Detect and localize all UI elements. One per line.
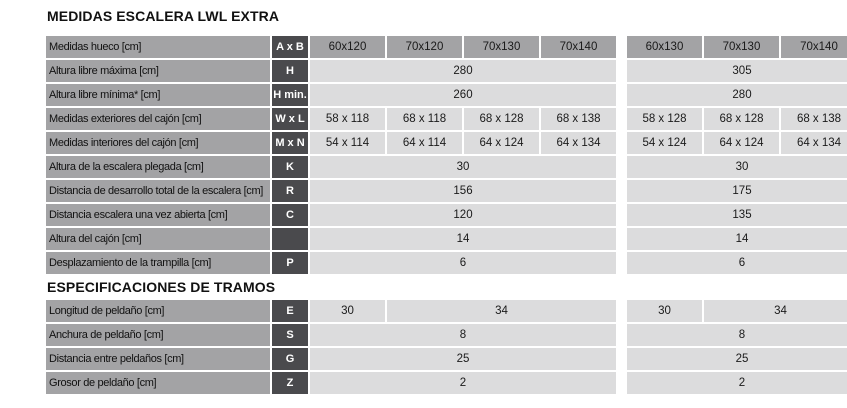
row-symbol: C (272, 204, 308, 226)
value-cell: 64 x 124 (464, 132, 539, 154)
section-title-medidas: MEDIDAS ESCALERA LWL EXTRA (47, 8, 280, 24)
header-col: 60x120 (310, 36, 385, 58)
header-col: 70x130 (704, 36, 779, 58)
value-cell: 25 (310, 348, 616, 370)
value-cell: 64 x 134 (781, 132, 847, 154)
value-cell: 68 x 128 (464, 108, 539, 130)
value-cell: 2 (310, 372, 616, 394)
value-cell: 34 (387, 300, 616, 322)
column-gap (618, 180, 625, 202)
value-cell: 175 (627, 180, 847, 202)
column-gap (618, 84, 625, 106)
value-cell: 54 x 114 (310, 132, 385, 154)
row-label: Anchura de peldaño [cm] (46, 324, 270, 346)
value-cell: 58 x 118 (310, 108, 385, 130)
value-cell: 30 (627, 156, 847, 178)
value-cell: 34 (704, 300, 847, 322)
value-cell: 8 (310, 324, 616, 346)
value-cell: 68 x 128 (704, 108, 779, 130)
row-symbol: W x L (272, 108, 308, 130)
value-cell: 64 x 124 (704, 132, 779, 154)
header-label: Medidas hueco [cm] (46, 36, 270, 58)
value-cell: 68 x 138 (781, 108, 847, 130)
row-label: Longitud de peldaño [cm] (46, 300, 270, 322)
column-gap (618, 300, 625, 322)
row-label: Altura libre mínima* [cm] (46, 84, 270, 106)
header-symbol: A x B (272, 36, 308, 58)
header-col: 70x130 (464, 36, 539, 58)
value-cell: 6 (627, 252, 847, 274)
column-gap (618, 60, 625, 82)
value-cell: 14 (310, 228, 616, 250)
column-gap (618, 252, 625, 274)
value-cell: 6 (310, 252, 616, 274)
row-label: Distancia de desarrollo total de la escalera [cm] (46, 180, 270, 202)
value-cell: 68 x 118 (387, 108, 462, 130)
value-cell: 64 x 114 (387, 132, 462, 154)
header-col: 70x140 (781, 36, 847, 58)
column-gap (618, 156, 625, 178)
value-cell: 64 x 134 (541, 132, 616, 154)
row-symbol: E (272, 300, 308, 322)
value-cell: 30 (310, 156, 616, 178)
value-cell: 305 (627, 60, 847, 82)
row-symbol: M x N (272, 132, 308, 154)
row-label: Grosor de peldaño [cm] (46, 372, 270, 394)
row-label: Desplazamiento de la trampilla [cm] (46, 252, 270, 274)
row-symbol: S (272, 324, 308, 346)
value-cell: 156 (310, 180, 616, 202)
column-gap (618, 36, 625, 58)
row-symbol: K (272, 156, 308, 178)
row-symbol: G (272, 348, 308, 370)
value-cell: 68 x 138 (541, 108, 616, 130)
row-label: Altura de la escalera plegada [cm] (46, 156, 270, 178)
row-symbol: H (272, 60, 308, 82)
header-col: 70x140 (541, 36, 616, 58)
column-gap (618, 108, 625, 130)
row-symbol (272, 228, 308, 250)
column-gap (618, 228, 625, 250)
column-gap (618, 132, 625, 154)
section-title-tramos: ESPECIFICACIONES DE TRAMOS (47, 279, 276, 295)
row-symbol: H min. (272, 84, 308, 106)
header-col: 60x130 (627, 36, 702, 58)
value-cell: 30 (310, 300, 385, 322)
row-label: Altura libre máxima [cm] (46, 60, 270, 82)
value-cell: 8 (627, 324, 847, 346)
value-cell: 54 x 124 (627, 132, 702, 154)
header-col: 70x120 (387, 36, 462, 58)
value-cell: 260 (310, 84, 616, 106)
value-cell: 58 x 128 (627, 108, 702, 130)
value-cell: 30 (627, 300, 702, 322)
row-label: Medidas exteriores del cajón [cm] (46, 108, 270, 130)
row-label: Distancia entre peldaños [cm] (46, 348, 270, 370)
value-cell: 2 (627, 372, 847, 394)
row-symbol: P (272, 252, 308, 274)
tramos-table (46, 300, 847, 394)
column-gap (618, 348, 625, 370)
value-cell: 135 (627, 204, 847, 226)
value-cell: 25 (627, 348, 847, 370)
column-gap (618, 324, 625, 346)
column-gap (618, 372, 625, 394)
column-gap (618, 204, 625, 226)
value-cell: 120 (310, 204, 616, 226)
value-cell: 280 (310, 60, 616, 82)
value-cell: 280 (627, 84, 847, 106)
row-label: Altura del cajón [cm] (46, 228, 270, 250)
row-label: Distancia escalera una vez abierta [cm] (46, 204, 270, 226)
medidas-table (46, 36, 847, 274)
row-label: Medidas interiores del cajón [cm] (46, 132, 270, 154)
value-cell: 14 (627, 228, 847, 250)
row-symbol: R (272, 180, 308, 202)
row-symbol: Z (272, 372, 308, 394)
